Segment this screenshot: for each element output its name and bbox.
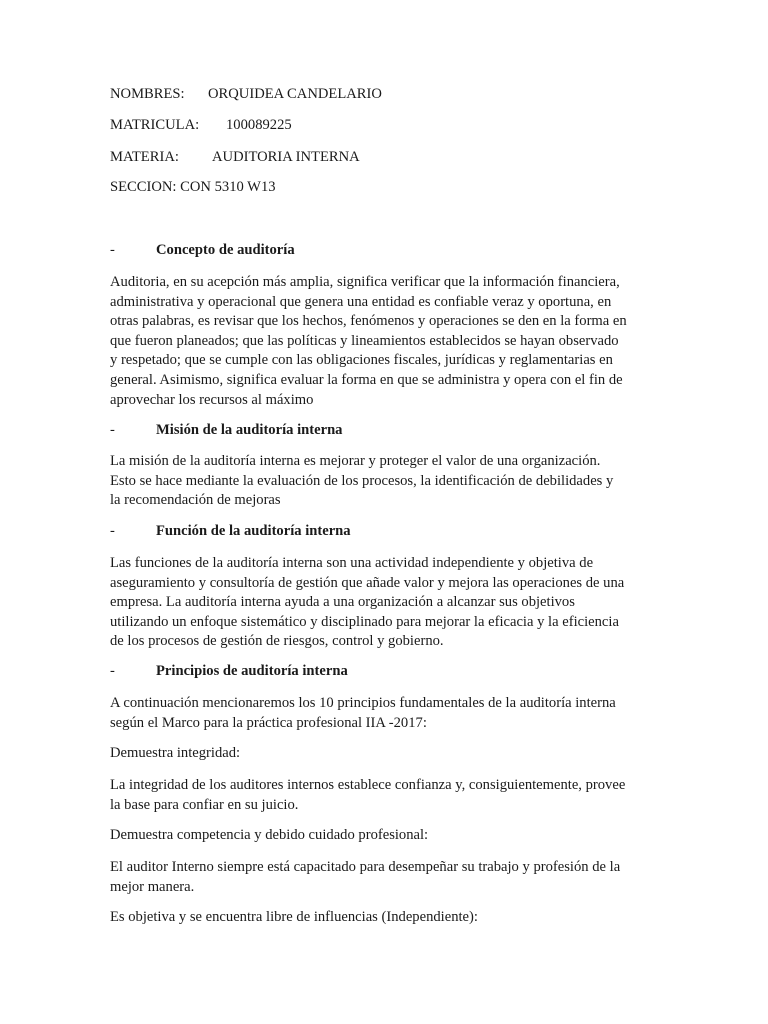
section-heading-mision	[110, 421, 342, 440]
principle-title: Demuestra competencia y debido cuidado profesional:	[110, 827, 429, 843]
text-line: administrativa y operacional que genera una entidad es confiable veraz y oportuna, en	[110, 293, 612, 310]
nombres-value: ORQUIDEA CANDELARIO	[208, 86, 382, 102]
text-line: aseguramiento y consultoría de gestión que añade valor y mejora las operaciones de una	[110, 574, 625, 591]
text-line: A continuación mencionaremos los 10 principios fundamentales de la auditoría interna	[110, 695, 616, 711]
text-line: empresa. La auditoría interna ayuda a una organización a alcanzar sus objetivos	[110, 594, 575, 611]
bullet-dash: -	[110, 242, 115, 258]
paragraph-principios-intro	[110, 694, 662, 733]
paragraph-principle-2	[110, 858, 662, 897]
matricula-line	[110, 116, 292, 135]
text-line: utilizando un enfoque sistemático y disciplinado para mejorar la eficacia y la eficiencia	[110, 613, 619, 630]
section-title: Concepto de auditoría	[156, 242, 295, 258]
text-line: de los procesos de gestión de riesgos, control y gobierno.	[110, 633, 444, 650]
bullet-dash: -	[110, 663, 115, 679]
text-line: La integridad de los auditores internos establece confianza y, consiguientemente, provee	[110, 777, 626, 793]
text-line: la base para confiar en su juicio.	[110, 796, 299, 813]
nombres-line	[110, 85, 382, 104]
text-line: Esto se hace mediante la evaluación de los procesos, la identificación de debilidades y	[110, 472, 614, 489]
bullet-dash: -	[110, 422, 115, 438]
text-line: Auditoria, en su acepción más amplia, significa verificar que la información financiera,	[110, 274, 620, 290]
section-heading-concepto	[110, 241, 295, 260]
section-title: Principios de auditoría interna	[156, 663, 348, 679]
seccion-line: SECCION: CON 5310 W13	[110, 179, 276, 195]
text-line: otras palabras, es revisar que los hechos, fenómenos y operaciones se den en la forma en	[110, 313, 627, 330]
section-heading-principios	[110, 662, 348, 681]
nombres-label: NOMBRES:	[110, 86, 185, 102]
text-line: y respetado; que se cumple con las obligaciones fiscales, jurídicas y reglamentarias en	[110, 352, 613, 369]
materia-label: MATERIA:	[110, 149, 179, 165]
principle-title: Demuestra integridad:	[110, 745, 241, 761]
text-line: La misión de la auditoría interna es mejorar y proteger el valor de una organización.	[110, 453, 601, 469]
paragraph-mision	[110, 452, 662, 511]
text-line: la recomendación de mejoras	[110, 492, 281, 509]
text-line: según el Marco para la práctica profesional IIA -2017:	[110, 714, 427, 731]
text-line: Las funciones de la auditoría interna son una actividad independiente y objetiva de	[110, 555, 594, 571]
materia-line	[110, 148, 360, 167]
text-line: mejor manera.	[110, 878, 195, 895]
text-line: aprovechar los recursos al máximo	[110, 391, 314, 408]
paragraph-principle-1	[110, 776, 662, 815]
paragraph-funcion	[110, 554, 662, 652]
paragraph-concepto	[110, 273, 662, 410]
text-line: El auditor Interno siempre está capacitado para desempeñar su trabajo y profesión de la	[110, 859, 621, 875]
principle-title: Es objetiva y se encuentra libre de influencias (Independiente):	[110, 909, 478, 925]
section-heading-funcion	[110, 522, 351, 541]
text-line: general. Asimismo, significa evaluar la forma en que se administra y opera con el fin de	[110, 371, 623, 388]
section-title: Función de la auditoría interna	[156, 523, 351, 539]
materia-value: AUDITORIA INTERNA	[212, 149, 360, 165]
text-line: que fueron planeados; que las políticas y lineamientos establecidos se hayan observado	[110, 332, 619, 349]
matricula-value: 100089225	[226, 117, 292, 133]
bullet-dash: -	[110, 523, 115, 539]
matricula-label: MATRICULA:	[110, 117, 200, 133]
section-title: Misión de la auditoría interna	[156, 422, 343, 438]
